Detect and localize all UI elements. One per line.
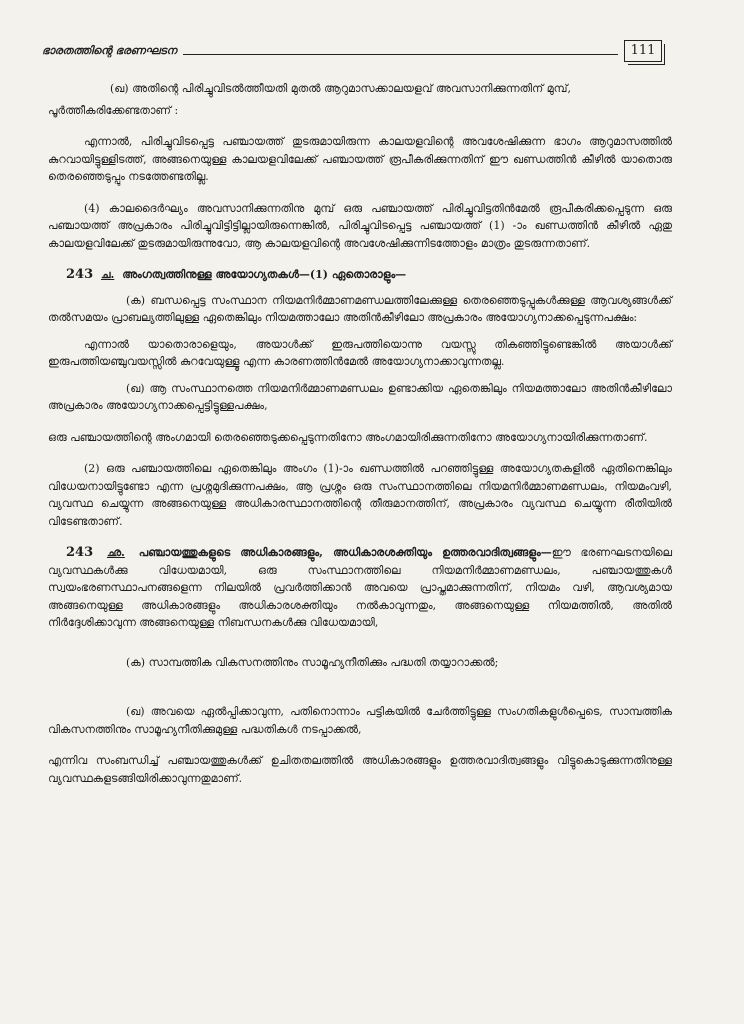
paragraph-proviso: എന്നാൽ, പിരിച്ചുവിടപ്പെട്ട പഞ്ചായത്ത് തുടരുമായിരുന്ന കാലയളവിന്റെ അവശേഷിക്കുന്ന ഭാഗം ആറുമാസത്തിൽ കുറവായിട്ടുള്ളിടത്ത്, അങ്ങനെയുള്ള കാലയളവിലേക്ക് പഞ്ചായത്ത് രൂപീകരിക്കുന്നതിന് ഈ ഖണ്ഡത്തിൻ കീഴിൽ യാതൊരു തെരഞ്ഞെടുപ്പും നടത്തേണ്ടതില്ല.	[48, 135, 672, 183]
paragraph-proviso-age: എന്നാൽ യാതൊരാളെയും, അയാൾക്ക് ഇരുപത്തിയൊന്നു വയസ്സു തികഞ്ഞിട്ടുണ്ടെങ്കിൽ അയാൾക്ക് ഇരുപത്തിയഞ്ചുവയസ്സിൽ കുറവേയുള്ളൂ എന്ന കാരണത്തിൻമേൽ അയോഗ്യനാക്കാവുന്നതല്ല.	[48, 337, 672, 368]
page-number: 111	[624, 40, 662, 62]
paragraph-clause-kha-implement: (ഖ) അവയെ ഏൽപ്പിക്കാവുന്ന, പതിനൊന്നാം പട്ടികയിൽ ചേർത്തിട്ടുള്ള സംഗതികളുൾപ്പെടെ, സാമ്പത്തിക വികസനത്തിനും സാമൂഹ്യനീതിക്കുമുള്ള പദ്ധതികൾ നടപ്പാക്കൽ,	[48, 705, 672, 736]
paragraph-clause-ka: (ക) ബന്ധപ്പെട്ട സംസ്ഥാന നിയമനിർമ്മാണമണ്ഡലത്തിലേക്കുള്ള തെരഞ്ഞെടുപ്പുകൾക്കുള്ള ആവശ്യങ്ങൾക്ക് തൽസമയം പ്രാബല്യത്തിലുള്ള ഏതെങ്കിലും നിയമത്താലോ അതിൻകീഴിലോ അപ്രകാരം അയോഗ്യനാക്കപ്പെടുന്നപക്ഷം:	[48, 293, 672, 324]
article-sub-letter: ഛ.	[106, 546, 125, 559]
paragraph-devolution: എന്നിവ സംബന്ധിച്ച് പഞ്ചായത്തുകൾക്ക് ഉചിതതലത്തിൽ അധികാരങ്ങളും ഉത്തരവാദിത്വങ്ങളും വിട്ടുകൊടുക്കുന്നതിനുള്ള വ്യവസ്ഥകളടങ്ങിയിരിക്കാവുന്നതുമാണ്.	[48, 754, 672, 785]
article-243g-paragraph	[48, 544, 672, 632]
article-title: അംഗത്വത്തിനുള്ള അയോഗ്യതകൾ—(1) ഏതൊരാളും—	[122, 268, 407, 281]
paragraph-clause-2: (2) ഒരു പഞ്ചായത്തിലെ ഏതെങ്കിലും അംഗം (1)-ാം ഖണ്ഡത്തിൽ പറഞ്ഞിട്ടുള്ള അയോഗ്യതകളിൽ ഏതിനെങ്കിലും വിധേയനായിട്ടുണ്ടോ എന്ന പ്രശ്നമുദിക്കുന്നപക്ഷം, ആ പ്രശ്നം ഒരു സംസ്ഥാനത്തിലെ നിയമനിർമ്മാണമണ്ഡലം, നിയമംവഴി, വ്യവസ്ഥ ചെയ്യുന്ന അങ്ങനെയുള്ള അധികാരസ്ഥാനത്തിന്റെ തീരുമാനത്തിന്, അപ്രകാരം വ്യവസ്ഥ ചെയ്യുന്ന രീതിയിൽ വിടേണ്ടതാണ്.	[48, 462, 672, 528]
paragraph-clause-kha: (ഖ) അതിന്റെ പിരിച്ചുവിടൽത്തീയതി മുതൽ ആറുമാസക്കാലയളവ് അവസാനിക്കുന്നതിന് മുമ്പ്,	[110, 82, 571, 95]
article-body: ഈ ഭരണഘടനയിലെ വ്യവസ്ഥകൾക്കു വിധേയമായി, ഒരു സംസ്ഥാനത്തിലെ നിയമനിർമ്മാണമണ്ഡലം, പഞ്ചായത്തുകൾ സ്വയംഭരണസ്ഥാപനങ്ങളെന്ന നിലയിൽ പ്രവർത്തിക്കാൻ അവയെ പ്രാപ്തമാക്കുന്നതിന്, നിയമം വഴി, ആവശ്യമായ അങ്ങനെയുള്ള അധികാരങ്ങളും അധികാരശക്തിയും നൽകാവുന്നതും, അങ്ങനെയുള്ള നിയമത്തിൽ, അതിൽ നിർദ്ദേശിക്കാവുന്ന അങ്ങനെയുള്ള നിബന്ധനകൾക്കു വിധേയമായി,	[48, 546, 672, 629]
paragraph-completion: പൂർത്തീകരിക്കേണ്ടതാണ് :	[48, 103, 179, 117]
spacer	[48, 636, 672, 654]
article-title: പഞ്ചായത്തുകളുടെ അധികാരങ്ങളും, അധികാരശക്തിയും ഉത്തരവാദിത്വങ്ങളും—	[138, 546, 552, 559]
article-sub-letter: ച.	[100, 268, 115, 281]
running-title: ഭാരതത്തിന്റെ ഭരണഘടന	[42, 44, 183, 58]
paragraph-disqualified: ഒരു പഞ്ചായത്തിന്റെ അംഗമായി തെരഞ്ഞെടുക്കപ്പെടുന്നതിനോ അംഗമായിരിക്കുന്നതിനോ അയോഗ്യനായിരിക്കുന്നതാണ്.	[48, 430, 648, 444]
article-243c-heading	[66, 266, 672, 284]
article-number: 243	[66, 545, 94, 560]
paragraph-clause-ka-plan: (ക) സാമ്പത്തിക വികസനത്തിനും സാമൂഹ്യനീതിക്കും പദ്ധതി തയ്യാറാക്കൽ;	[126, 655, 499, 669]
article-number: 243	[66, 267, 94, 282]
paragraph-clause-kha-2: (ഖ) ആ സംസ്ഥാനത്തെ നിയമനിർമ്മാണമണ്ഡലം ഉണ്ടാക്കിയ ഏതെങ്കിലും നിയമത്താലോ അതിൻകീഴിലോ അപ്രകാരം അയോഗ്യനാക്കപ്പെട്ടിട്ടുള്ളപക്ഷം,	[48, 381, 672, 412]
body-text	[48, 80, 672, 796]
spacer	[48, 685, 672, 703]
running-header	[42, 42, 662, 66]
paragraph-clause-4: (4) കാലദൈർഘ്യം അവസാനിക്കുന്നതിനു മുമ്പ് ഒരു പഞ്ചായത്ത് പിരിച്ചുവിട്ടതിൻമേൽ രൂപീകരിക്കപ്പെടുന്ന ഒരു പഞ്ചായത്ത് അപ്രകാരം പിരിച്ചുവിട്ടിട്ടില്ലായിരുന്നെങ്കിൽ, പിരിച്ചുവിടപ്പെട്ട പഞ്ചായത്ത് (1) -ാം ഖണ്ഡത്തിൻ കീഴിൽ ഏതു കാലയളവിലേക്ക് തുടരുമായിരുന്നുവോ, ആ കാലയളവിന്റെ അവശേഷിക്കുന്നിടത്തോളം മാത്രം തുടരുന്നതാണ്.	[48, 201, 672, 250]
